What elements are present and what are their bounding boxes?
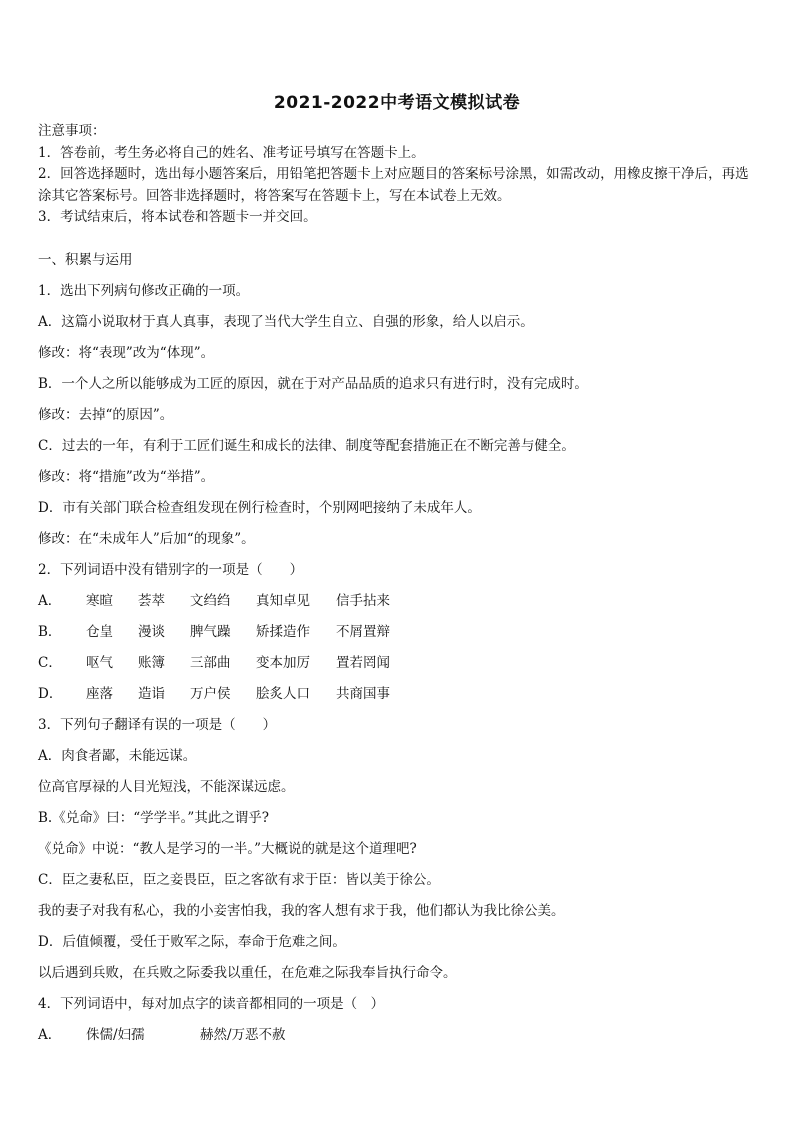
option-label: A．	[38, 593, 62, 609]
revision-text: 修改：去掉“的原因”。	[38, 407, 174, 423]
section-heading: 一、积累与运用	[38, 252, 133, 268]
option-word: 矫揉造作	[256, 624, 310, 640]
option-word: 脾气躁	[190, 624, 231, 640]
question-stem: 2．下列词语中没有错别字的一项是（ ）	[38, 562, 304, 578]
option-word: 信手拈来	[336, 593, 390, 609]
word-option-row	[38, 1020, 760, 1051]
notice-block	[38, 121, 760, 229]
word-option-row	[38, 617, 760, 648]
option-word: 荟萃	[138, 593, 165, 609]
option-word: 呕气	[86, 655, 113, 671]
word-option-row	[38, 679, 760, 710]
revision-text: 修改：在“未成年人”后加“的现象”。	[38, 531, 255, 547]
option-word: 共商国事	[336, 686, 390, 702]
question-content	[38, 245, 760, 1051]
option-label: C．	[38, 655, 62, 671]
option-word: 赫然/万恶不赦	[200, 1027, 286, 1043]
option-word: 账簿	[138, 655, 165, 671]
translation-text: 《兑命》中说：“教人是学习的一半。”大概说的就是这个道理吧?	[38, 841, 417, 857]
translation-text: 位高官厚禄的人目光短浅，不能深谋远虑。	[38, 779, 295, 795]
notice-heading: 注意事项：	[38, 123, 106, 139]
option-label: B．	[38, 624, 62, 640]
option-word: 真知卓见	[256, 593, 310, 609]
word-option-row	[38, 648, 760, 679]
option-text: C．臣之妻私臣，臣之妾畏臣，臣之客欲有求于臣：皆以美于徐公。	[38, 872, 440, 888]
option-label: D．	[38, 686, 63, 702]
notice-item: 1．答卷前，考生务必将自己的姓名、准考证号填写在答题卡上。	[38, 144, 425, 161]
option-word: 文绉绉	[190, 593, 231, 609]
option-word: 漫谈	[138, 624, 165, 640]
option-word: 寒暄	[86, 593, 113, 609]
option-text: B.《兑命》曰：“学学半。”其此之谓乎?	[38, 810, 270, 826]
option-word: 侏儒/妇孺	[86, 1027, 145, 1043]
option-word: 万户侯	[190, 686, 231, 702]
option-text: D．后值倾覆，受任于败军之际，奉命于危难之间。	[38, 934, 346, 950]
translation-text: 以后遇到兵败，在兵败之际委我以重任，在危难之际我奉旨执行命令。	[38, 965, 457, 981]
question-stem: 1．选出下列病句修改正确的一项。	[38, 283, 250, 299]
notice-item: 2．回答选择题时，选出每小题答案后，用铅笔把答题卡上对应题目的答案标号涂黑，如需改动，用橡皮擦干净后，再选涂其它答案标号。回答非选择题时，将答案写在答题卡上，写在本试卷上无效。	[38, 166, 749, 204]
translation-text: 我的妻子对我有私心，我的小妾害怕我，我的客人想有求于我，他们都认为我比徐公美。	[38, 903, 565, 919]
option-word: 脍炙人口	[256, 686, 310, 702]
question-stem: 4．下列词语中，每对加点字的读音都相同的一项是（ ）	[38, 996, 385, 1012]
option-text: C．过去的一年，有利于工匠们诞生和成长的法律、制度等配套措施正在不断完善与健全。	[38, 438, 575, 454]
revision-text: 修改：将“表现”改为“体现”。	[38, 345, 215, 361]
option-text: A．这篇小说取材于真人真事，表现了当代大学生自立、自强的形象，给人以启示。	[38, 314, 534, 330]
option-word: 三部曲	[190, 655, 231, 671]
question-stem: 3．下列句子翻译有误的一项是（ ）	[38, 717, 277, 733]
option-word: 造诣	[138, 686, 165, 702]
page-title: 2021-2022中考语文模拟试卷	[273, 93, 521, 113]
option-word: 不屑置辩	[336, 624, 390, 640]
option-text: A．肉食者鄙，未能远谋。	[38, 748, 197, 764]
word-option-row	[38, 586, 760, 617]
option-word: 变本加厉	[256, 655, 310, 671]
option-word: 座落	[86, 686, 113, 702]
option-text: D．市有关部门联合检查组发现在例行检查时，个别网吧接纳了未成年人。	[38, 500, 481, 516]
option-word: 置若罔闻	[336, 655, 390, 671]
option-text: B．一个人之所以能够成为工匠的原因，就在于对产品品质的追求只有进行时，没有完成时。	[38, 376, 588, 392]
revision-text: 修改：将“措施”改为“举措”。	[38, 469, 215, 485]
option-label: A．	[38, 1027, 62, 1043]
notice-item: 3．考试结束后，将本试卷和答题卡一并交回。	[38, 209, 317, 225]
option-word: 仓皇	[86, 624, 113, 640]
